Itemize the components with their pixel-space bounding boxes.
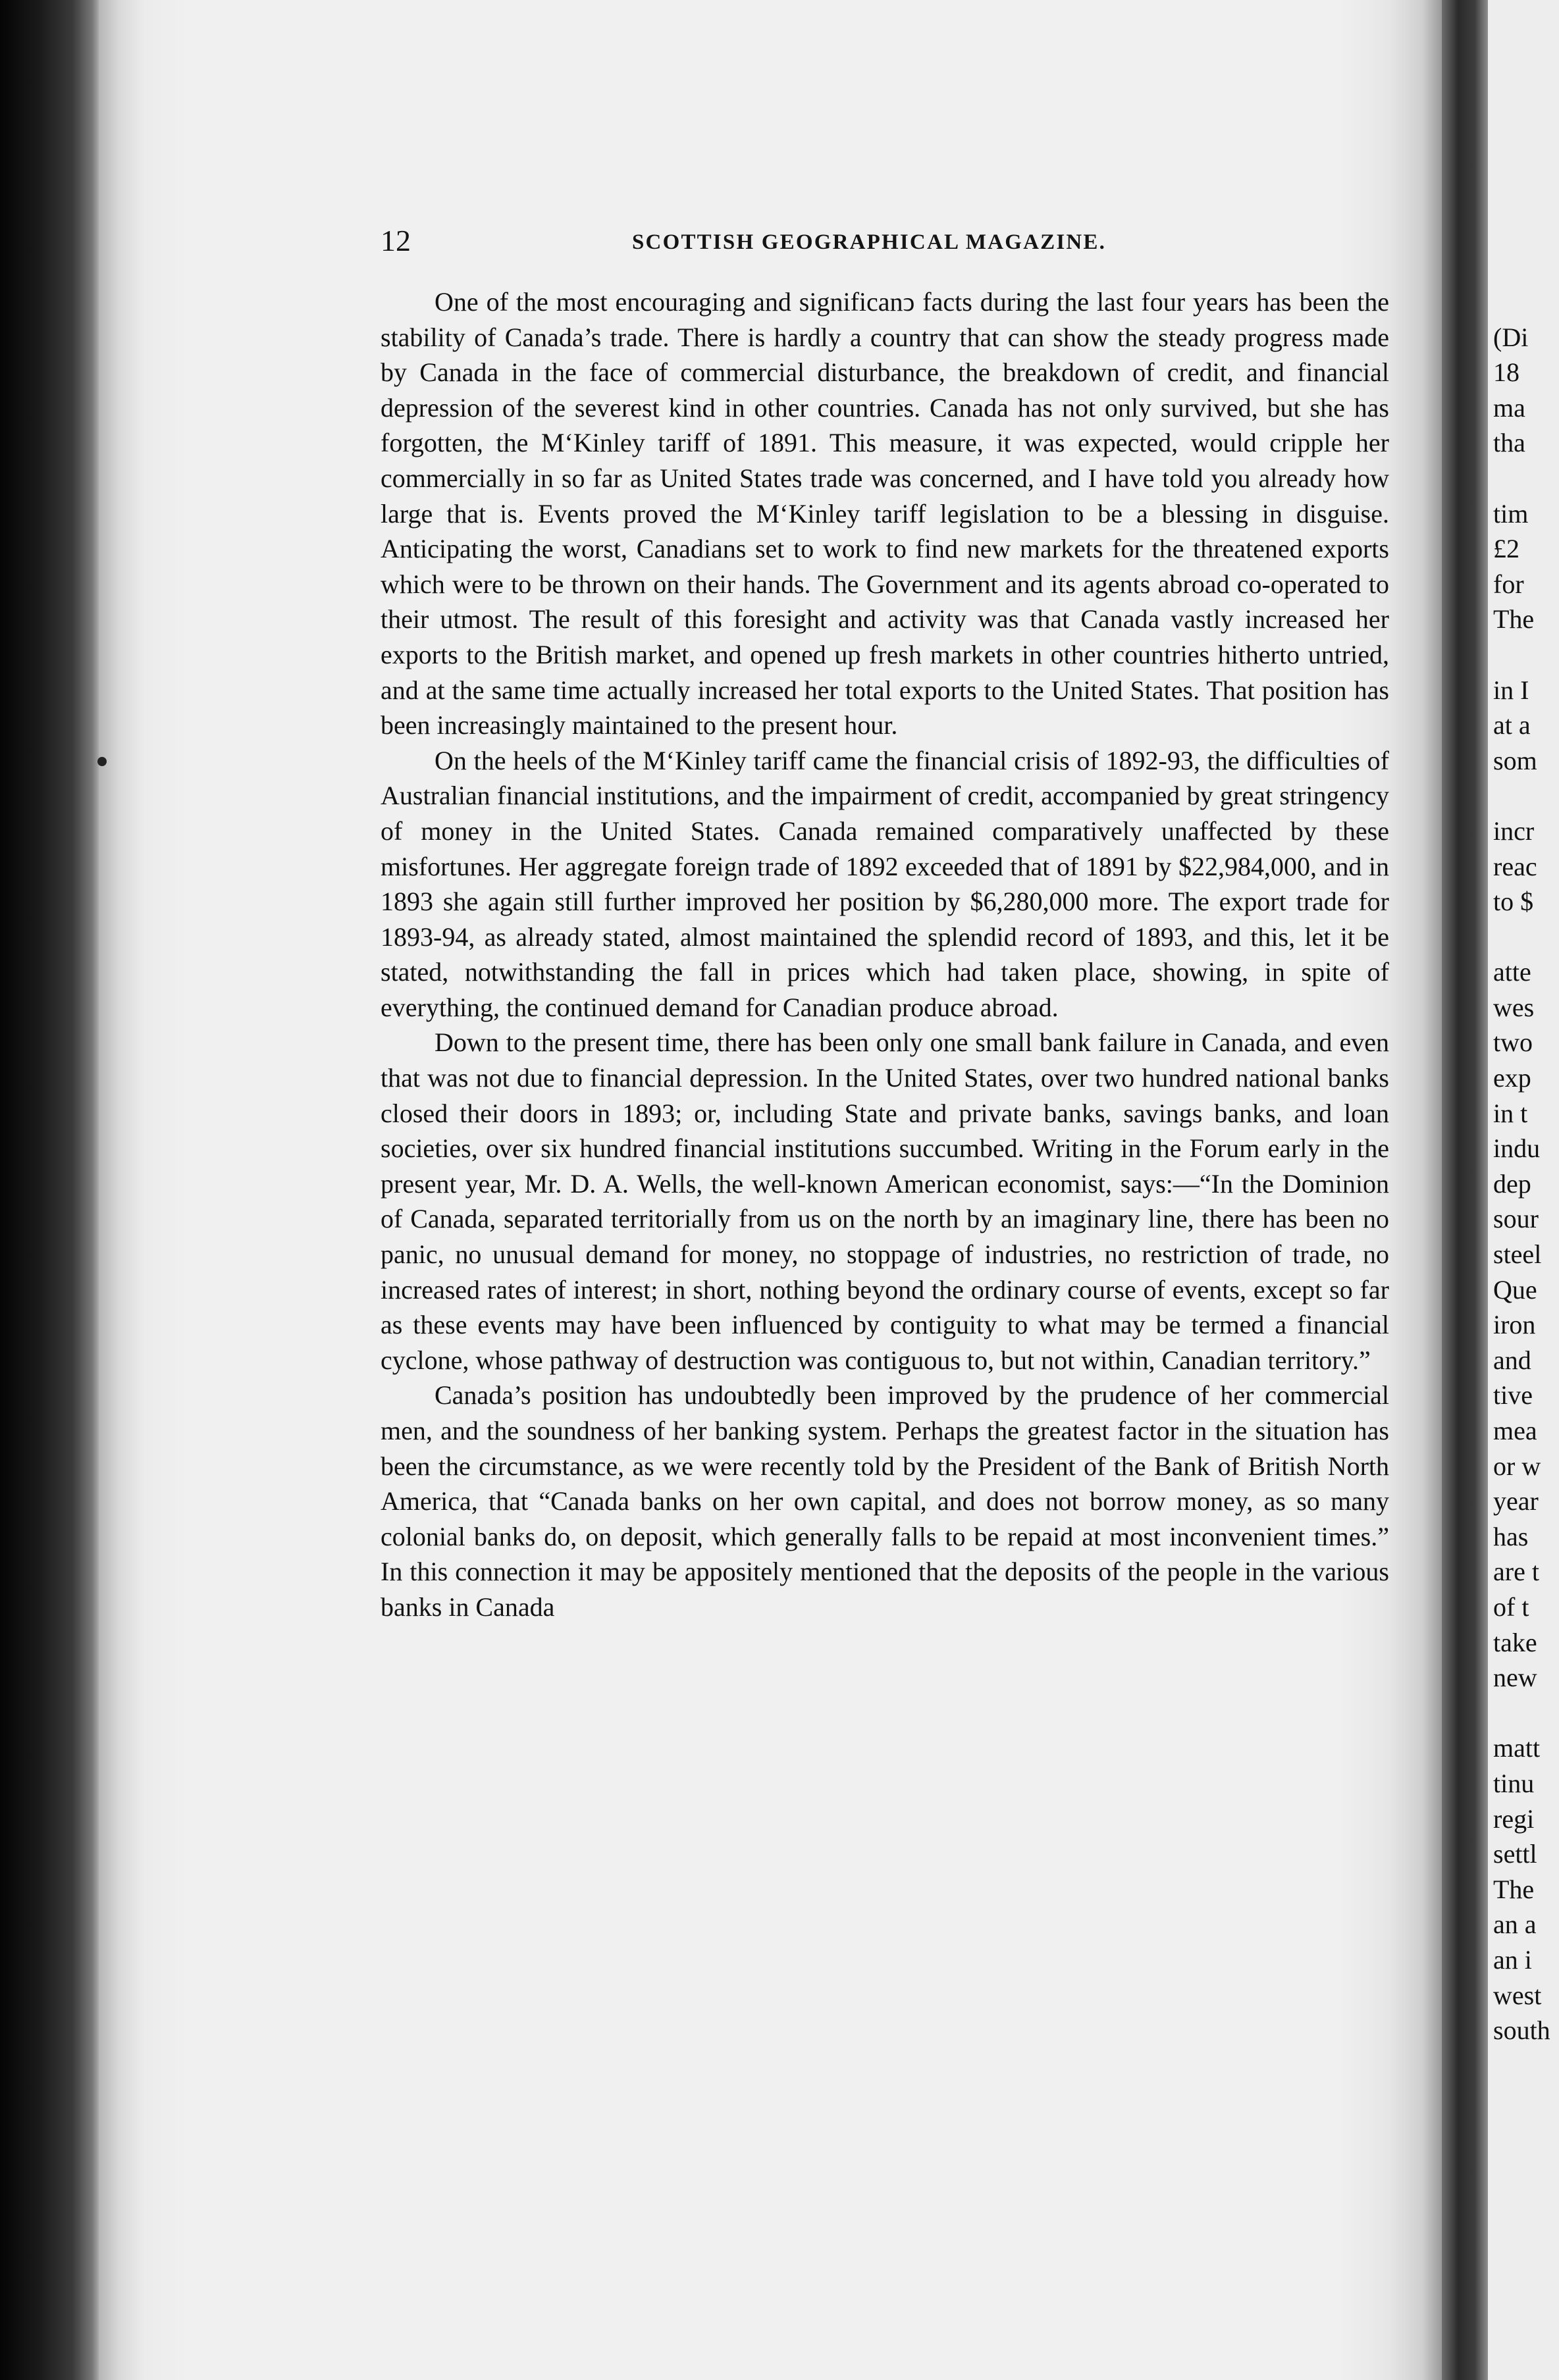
page-number: 12	[381, 224, 411, 257]
adjacent-line: Que	[1493, 1274, 1537, 1305]
adjacent-line: or w	[1493, 1451, 1541, 1481]
adjacent-line: to $	[1493, 887, 1534, 917]
adjacent-line: tim	[1493, 498, 1529, 529]
adjacent-line	[1493, 284, 1559, 320]
adjacent-line	[1493, 919, 1559, 955]
adjacent-line: matt	[1493, 1733, 1541, 1763]
adjacent-line: The	[1493, 1874, 1535, 1904]
article-body	[381, 284, 1389, 1625]
adjacent-line: year	[1493, 1486, 1539, 1516]
adjacent-line	[1493, 461, 1559, 496]
adjacent-page-text	[1493, 284, 1559, 2048]
adjacent-line: south	[1493, 2015, 1550, 2046]
adjacent-line: settl	[1493, 1839, 1537, 1869]
adjacent-line: and	[1493, 1345, 1531, 1375]
adjacent-line: incr	[1493, 815, 1535, 846]
adjacent-line: reac	[1493, 851, 1537, 881]
adjacent-line: tha	[1493, 428, 1525, 458]
adjacent-line: are t	[1493, 1557, 1539, 1587]
paragraph: Down to the present time, there has been only one small bank failure in Canada, and even that was not due to financial depression. In the United States, over two hundred national banks closed their doors in 1893; or, including State and private banks, savings banks, and loan societies, over six hundred financial institutions succumbed. Writing in the Forum early in the present year, Mr. D. A. Wells, the well-known American economist, says:—“In the Dominion of Canada, separated territorially from us on the north by an imaginary line, there has been no panic, no unusual demand for money, no stoppage of industries, no restriction of trade, no increased rates of interest; in short, nothing beyond the ordinary course of events, except so far as these events may have been influenced by contiguity to what may be termed a financial cyclone, whose pathway of destruction was contiguous to, but not within, Canadian territory.”	[381, 1027, 1389, 1375]
adjacent-line	[1493, 778, 1559, 814]
paragraph: On the heels of the M‘Kinley tariff came the financial crisis of 1892-93, the difficulties of Australian financial institutions, and the impairment of credit, accompanied by great stringency of money in the United States. Canada remained comparatively unaffected by these misfortunes. Her aggregate foreign trade of 1892 exceeded that of 1891 by $22,984,000, and in 1893 she again still further improved her position by $6,280,000 more. The export trade for 1893-94, as already stated, almost maintained the splendid record of 1893, and this, let it be stated, notwithstanding the fall in prices which had taken place, showing, in spite of everything, the continued demand for Canadian produce abroad.	[381, 745, 1389, 1022]
page-gutter	[1442, 0, 1488, 2380]
adjacent-line: take	[1493, 1627, 1537, 1657]
running-head	[381, 221, 1389, 261]
adjacent-line: mea	[1493, 1416, 1537, 1445]
adjacent-line: indu	[1493, 1133, 1541, 1164]
adjacent-line	[1493, 1695, 1559, 1731]
adjacent-line: an a	[1493, 1909, 1537, 1940]
adjacent-line: sour	[1493, 1204, 1539, 1234]
paragraph: One of the most encouraging and significanↄ facts during the last four years has been the stability of Canada’s trade. There is hardly a country that can show the steady progress made by Canada in the face of commercial disturbance, the breakdown of credit, and financial depression of the severest kind in other countries. Canada has not only survived, but she has forgotten, the M‘Kinley tariff of 1891. This measure, it was expected, would cripple her commercially in so far as United States trade was concerned, and I have told you already how large that is. Events proved the M‘Kinley tariff legislation to be a blessing in disguise. Anticipating the worst, Canadians set to work to find new markets for the threatened exports which were to be thrown on their hands. The Government and its agents abroad co-operated to their utmost. The result of this foresight and activity was that Canada vastly increased her exports to the British market, and opened up fresh markets in other countries hitherto untried, and at the same time actually increased her total exports to the United States. That position has been increasingly maintained to the present hour.	[381, 287, 1389, 740]
scan-speck	[97, 757, 107, 766]
adjacent-line: an i	[1493, 1944, 1532, 1975]
adjacent-line: £2	[1493, 534, 1519, 564]
adjacent-line: of t	[1493, 1591, 1529, 1622]
magazine-title: SCOTTISH GEOGRAPHICAL MAGAZINE.	[632, 230, 1107, 254]
adjacent-line: The	[1493, 604, 1535, 634]
adjacent-line: tinu	[1493, 1768, 1535, 1798]
adjacent-line: atte	[1493, 957, 1531, 987]
adjacent-line: in t	[1493, 1098, 1528, 1128]
adjacent-line: 18	[1493, 357, 1519, 388]
adjacent-line: west	[1493, 1980, 1542, 2010]
adjacent-line: two	[1493, 1027, 1533, 1058]
adjacent-line: for	[1493, 569, 1524, 599]
adjacent-line: wes	[1493, 992, 1535, 1022]
adjacent-line: ma	[1493, 392, 1525, 423]
adjacent-line: exp	[1493, 1063, 1531, 1093]
adjacent-line: in I	[1493, 675, 1529, 705]
adjacent-line: som	[1493, 745, 1537, 775]
adjacent-line: (Di	[1493, 322, 1529, 352]
adjacent-line: dep	[1493, 1168, 1531, 1199]
adjacent-line: tive	[1493, 1380, 1533, 1410]
adjacent-line: steel	[1493, 1239, 1542, 1270]
adjacent-line: new	[1493, 1663, 1537, 1693]
adjacent-line: iron	[1493, 1310, 1536, 1340]
adjacent-line: at a	[1493, 710, 1531, 740]
adjacent-line: has	[1493, 1521, 1529, 1551]
paragraph: Canada’s position has undoubtedly been improved by the prudence of her commercial men, and the soundness of her banking system. Perhaps the greatest factor in the situation has been the circumstance, as we were recently told by the President of the Bank of British North America, that “Canada banks on her own capital, and does not borrow money, as so many colonial banks do, on deposit, which generally falls to be repaid at most inconvenient times.” In this connection it may be appositely mentioned that the deposits of the people in the various banks in Canada	[381, 1380, 1389, 1622]
adjacent-line	[1493, 637, 1559, 673]
film-border-left	[0, 0, 99, 2380]
adjacent-line: regi	[1493, 1803, 1535, 1834]
